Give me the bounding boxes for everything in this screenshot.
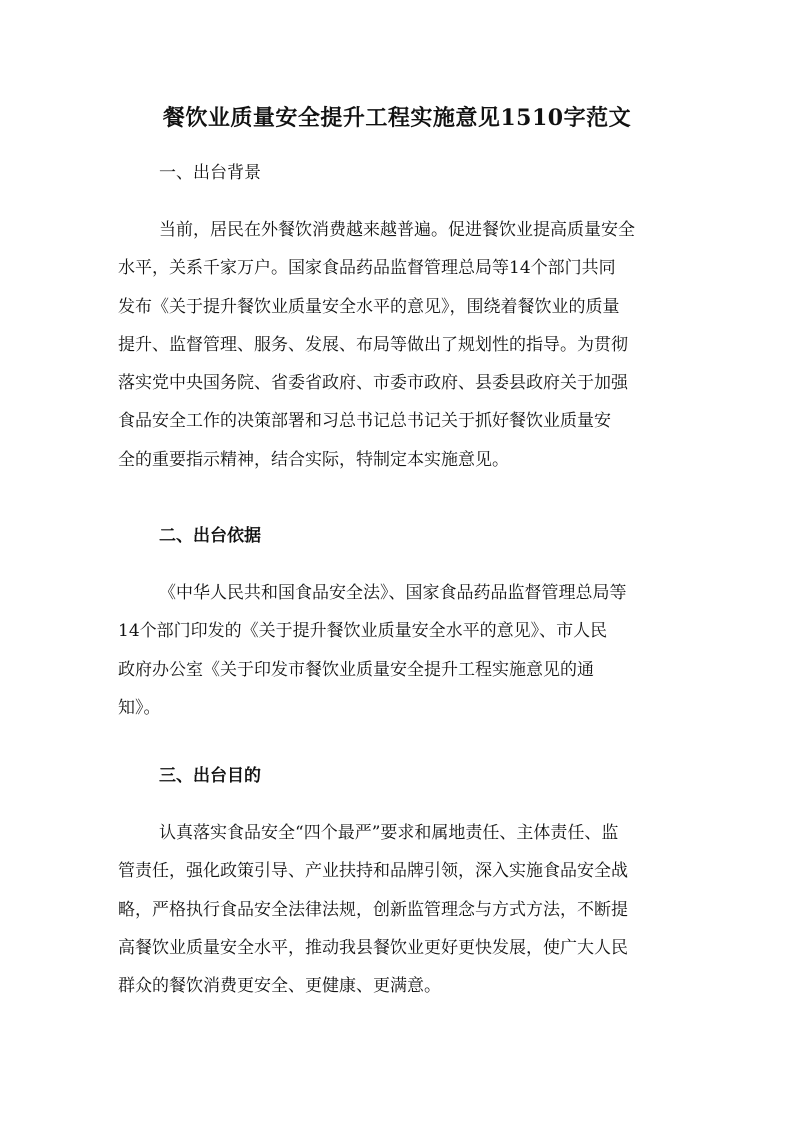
- paragraph-line: 政府办公室《关于印发市餐饮业质量安全提升工程实施意见的通: [118, 659, 594, 680]
- paragraph-line: 当前，居民在外餐饮消费越来越普遍。促进餐饮业提高质量安全: [159, 220, 635, 240]
- paragraph-line: 高餐饮业质量安全水平，推动我县餐饮业更好更快发展，使广大人民: [118, 937, 628, 958]
- paragraph-line: 水平，关系千家万户。国家食品药品监督管理总局等14个部门共同: [118, 258, 616, 279]
- paragraph-line: 管责任，强化政策引导、产业扶持和品牌引领，深入实施食品安全战: [118, 861, 628, 882]
- paragraph-line: 14个部门印发的《关于提升餐饮业质量安全水平的意见》、市人民: [118, 621, 608, 642]
- paragraph-line: 提升、监督管理、服务、发展、布局等做出了规划性的指导。为贯彻: [118, 334, 628, 355]
- paragraph-line: 略，严格执行食品安全法律法规，创新监管理念与方式方法，不断提: [118, 899, 628, 920]
- paragraph-line: 认真落实食品安全“四个最严”要求和属地责任、主体责任、监: [159, 823, 619, 843]
- paragraph-line: 全的重要指示精神，结合实际，特制定本实施意见。: [118, 449, 509, 470]
- paragraph-line: 群众的餐饮消费更安全、更健康、更满意。: [118, 976, 441, 997]
- section-heading-purpose: 三、出台目的: [159, 766, 261, 786]
- paragraph-line: 知》。: [118, 697, 161, 718]
- paragraph-line: 《中华人民共和国食品安全法》、国家食品药品监督管理总局等: [159, 583, 627, 603]
- section-paragraph-basis: [118, 574, 678, 727]
- paragraph-line: 发布《关于提升餐饮业质量安全水平的意见》，围绕着餐饮业的质量: [118, 296, 620, 317]
- section-heading-background: 一、出台背景: [159, 163, 261, 183]
- section-paragraph-background: [118, 211, 678, 479]
- section-heading-basis: 二、出台依据: [159, 526, 261, 546]
- paragraph-line: 食品安全工作的决策部署和习总书记总书记关于抓好餐饮业质量安: [118, 411, 611, 432]
- paragraph-line: 落实党中央国务院、省委省政府、市委市政府、县委县政府关于加强: [118, 373, 628, 394]
- document-title: 餐饮业质量安全提升工程实施意见1510字范文: [162, 105, 632, 131]
- section-paragraph-purpose: [118, 814, 678, 1005]
